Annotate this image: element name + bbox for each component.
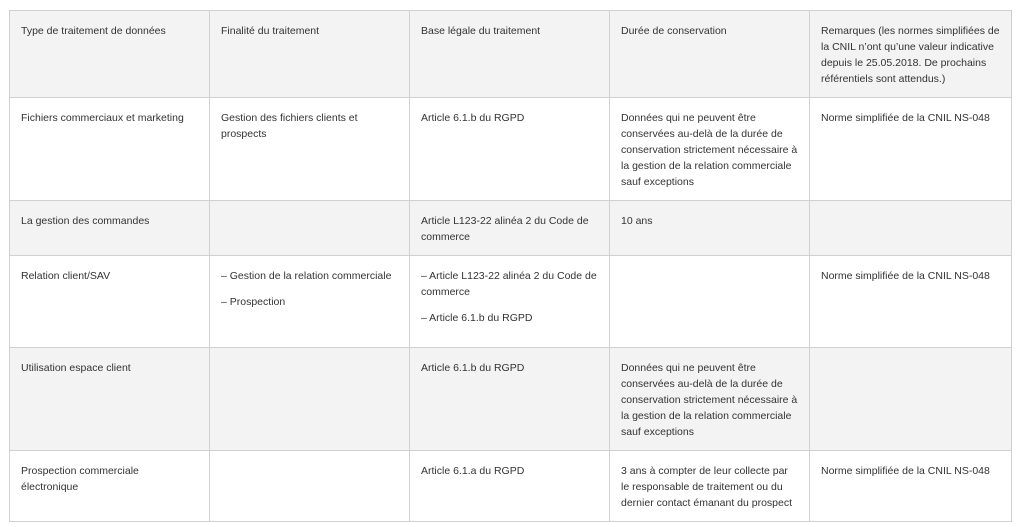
cell-retention: Données qui ne peuvent être conservées au-delà de la durée de conservation strictement nécessaire à la gestion de la relation commerciale sauf exceptions bbox=[610, 348, 810, 451]
cell-legal-basis: Article 6.1.b du RGPD bbox=[410, 348, 610, 451]
table-header-row bbox=[10, 11, 1012, 98]
cell-type: La gestion des commandes bbox=[10, 201, 210, 256]
table-row bbox=[10, 451, 1012, 522]
data-processing-table bbox=[9, 10, 1012, 522]
header-remarks: Remarques (les normes simplifiées de la CNIL n’ont qu’une valeur indicative depuis le 25.05.2018. De prochains référentiels sont attendus.) bbox=[810, 11, 1012, 98]
cell-purpose bbox=[210, 348, 410, 451]
cell-remarks: Norme simplifiée de la CNIL NS-048 bbox=[810, 256, 1012, 348]
cell-legal-basis: Article 6.1.a du RGPD bbox=[410, 451, 610, 522]
header-legal-basis: Base légale du traitement bbox=[410, 11, 610, 98]
cell-purpose: Gestion des fichiers clients et prospects bbox=[210, 98, 410, 201]
cell-retention bbox=[610, 256, 810, 348]
table-row bbox=[10, 348, 1012, 451]
header-retention: Durée de conservation bbox=[610, 11, 810, 98]
cell-type: Prospection commerciale électronique bbox=[10, 451, 210, 522]
header-purpose: Finalité du traitement bbox=[210, 11, 410, 98]
table-row bbox=[10, 98, 1012, 201]
cell-type: Fichiers commerciaux et marketing bbox=[10, 98, 210, 201]
cell-purpose bbox=[210, 256, 410, 348]
cell-remarks bbox=[810, 201, 1012, 256]
cell-type: Relation client/SAV bbox=[10, 256, 210, 348]
cell-remarks bbox=[810, 348, 1012, 451]
legal-basis-item: – Article 6.1.b du RGPD bbox=[421, 312, 533, 324]
table-row bbox=[10, 256, 1012, 348]
cell-type: Utilisation espace client bbox=[10, 348, 210, 451]
cell-retention: Données qui ne peuvent être conservées au-delà de la durée de conservation strictement nécessaire à la gestion de la relation commerciale sauf exceptions bbox=[610, 98, 810, 201]
cell-purpose bbox=[210, 201, 410, 256]
cell-legal-basis: Article 6.1.b du RGPD bbox=[410, 98, 610, 201]
cell-remarks: Norme simplifiée de la CNIL NS-048 bbox=[810, 98, 1012, 201]
cell-remarks: Norme simplifiée de la CNIL NS-048 bbox=[810, 451, 1012, 522]
table-row bbox=[10, 201, 1012, 256]
cell-retention: 3 ans à compter de leur collecte par le responsable de traitement ou du dernier contact émanant du prospect bbox=[610, 451, 810, 522]
legal-basis-item: – Article L123-22 alinéa 2 du Code de commerce bbox=[421, 270, 597, 298]
header-type: Type de traitement de données bbox=[10, 11, 210, 98]
cell-legal-basis: Article L123-22 alinéa 2 du Code de commerce bbox=[410, 201, 610, 256]
cell-purpose bbox=[210, 451, 410, 522]
purpose-item: – Prospection bbox=[221, 296, 286, 308]
cell-legal-basis bbox=[410, 256, 610, 348]
data-processing-table-container bbox=[9, 10, 1011, 522]
purpose-item: – Gestion de la relation commerciale bbox=[221, 270, 392, 282]
cell-retention: 10 ans bbox=[610, 201, 810, 256]
